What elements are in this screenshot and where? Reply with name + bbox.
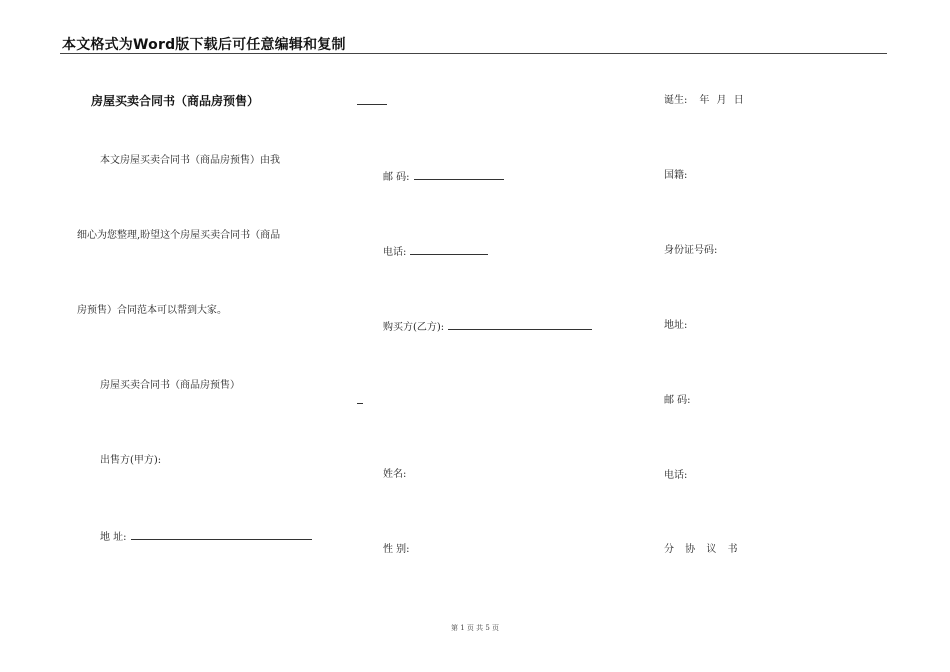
intro-line-2: 细心为您整理,盼望这个房屋买卖合同书（商品 (77, 230, 281, 241)
agreement-section-label: 分 协 议 书 (664, 544, 742, 555)
seller-label: 出售方(甲方): (100, 455, 162, 466)
seller-address-blank (131, 530, 312, 540)
seller-postcode-label: 邮 码: (383, 172, 410, 183)
seller-address-label: 地 址: (100, 532, 127, 543)
buyer-blank (448, 320, 592, 330)
buyer-phone-label: 电话: (664, 470, 688, 481)
buyer-field (383, 320, 592, 334)
document-header-title: 本文格式为Word版下载后可任意编辑和复制 (62, 37, 346, 53)
seller-postcode-blank (414, 170, 504, 180)
seller-phone-label: 电话: (383, 247, 407, 258)
buyer-continuation-line (357, 403, 363, 404)
document-title: 房屋买卖合同书（商品房预售） (91, 94, 260, 108)
buyer-postcode-label: 邮 码: (664, 395, 691, 406)
title-continuation-line (357, 104, 387, 105)
nationality-label: 国籍: (664, 170, 688, 181)
header-divider (60, 53, 887, 54)
seller-postcode-field (383, 170, 504, 184)
birth-label: 诞生: (664, 95, 688, 106)
birth-units: 年 月 日 (699, 95, 746, 106)
seller-phone-field (383, 245, 488, 259)
intro-line-1: 本文房屋买卖合同书（商品房预售）由我 (100, 155, 280, 166)
buyer-name-label: 姓名: (383, 469, 407, 480)
seller-address-field (100, 530, 312, 544)
birth-field (664, 95, 746, 107)
seller-phone-blank (410, 245, 488, 255)
buyer-address-label: 地址: (664, 320, 688, 331)
intro-line-3: 房预售）合同范本可以帮到大家。 (77, 305, 227, 316)
buyer-label: 购买方(乙方): (383, 322, 445, 333)
contract-name: 房屋买卖合同书（商品房预售） (100, 380, 240, 391)
buyer-gender-label: 性 别: (383, 544, 410, 555)
id-number-label: 身份证号码: (664, 245, 718, 256)
page-number: 第 1 页 共 5 页 (450, 624, 500, 632)
